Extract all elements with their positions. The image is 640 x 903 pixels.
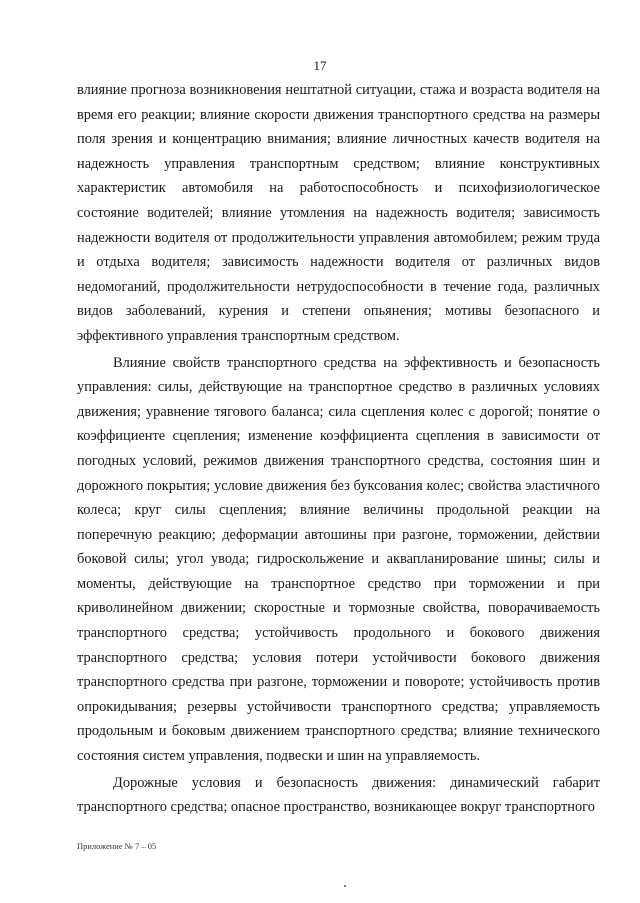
footer-appendix-note: Приложение № 7 – 05 xyxy=(77,841,157,851)
paragraph-vehicle-properties: Влияние свойств транспортного средства на эффективность и безопасность управления: силы, действующие на транспортное средство в различных условиях движения; уравнение тягового баланса; сила сцепления колес с дорогой; понятие о коэффициенте сцепления; изменение коэффициента сцепления в зависимости от погодных условий, режимов движения транспортного средства, состояния шин и дорожного покрытия; условие движения без буксования колес; свойства эластичного колеса; круг силы сцепления; влияние величины продольной реакции на поперечную реакцию; деформации автошины при разгоне, торможении, действии боковой силы; угол увода; гидроскольжение и аквапланирование шины; силы и моменты, действующие на транспортное средство при торможении и при криволинейном движении; скоростные и тормозные свойства, поворачиваемость транспортного средства; устойчивость продольного и бокового движения транспортного средства; условия потери устойчивости бокового движения транспортного средства при разгоне, торможении и повороте; устойчивость против опрокидывания; резервы устойчивости транспортного средства; управляемость продольным и боковым движением транспортного средства; влияние технического состояния систем управления, подвески и шин на управляемость. xyxy=(77,354,600,765)
scan-artifact-dot xyxy=(344,885,346,887)
paragraph-driver-reliability: влияние прогноза возникновения нештатной ситуации, стажа и возраста водителя на время его реакции; влияние скорости движения транспортного средства на размеры поля зрения и концентрацию внимания; влияние личностных качеств водителя на надежность управления транспортным средством; влияние конструктивных характеристик автомобиля на работоспособность и психофизиологическое состояние водителей; влияние утомления на надежность водителя; зависимость надежности водителя от продолжительности управления автомобилем; режим труда и отдыха водителя; зависимость надежности водителя от различных видов недомоганий, продолжительности нетрудоспособности в течение года, различных видов заболеваний, курения и степени опьянения; мотивы безопасного и эффективного управления транспортным средством. xyxy=(77,82,600,344)
body-text xyxy=(77,78,600,820)
paragraph-road-conditions: Дорожные условия и безопасность движения: динамический габарит транспортного средства; опасное пространство, возникающее вокруг транспортного xyxy=(77,774,600,816)
page-number: 17 xyxy=(313,58,327,73)
